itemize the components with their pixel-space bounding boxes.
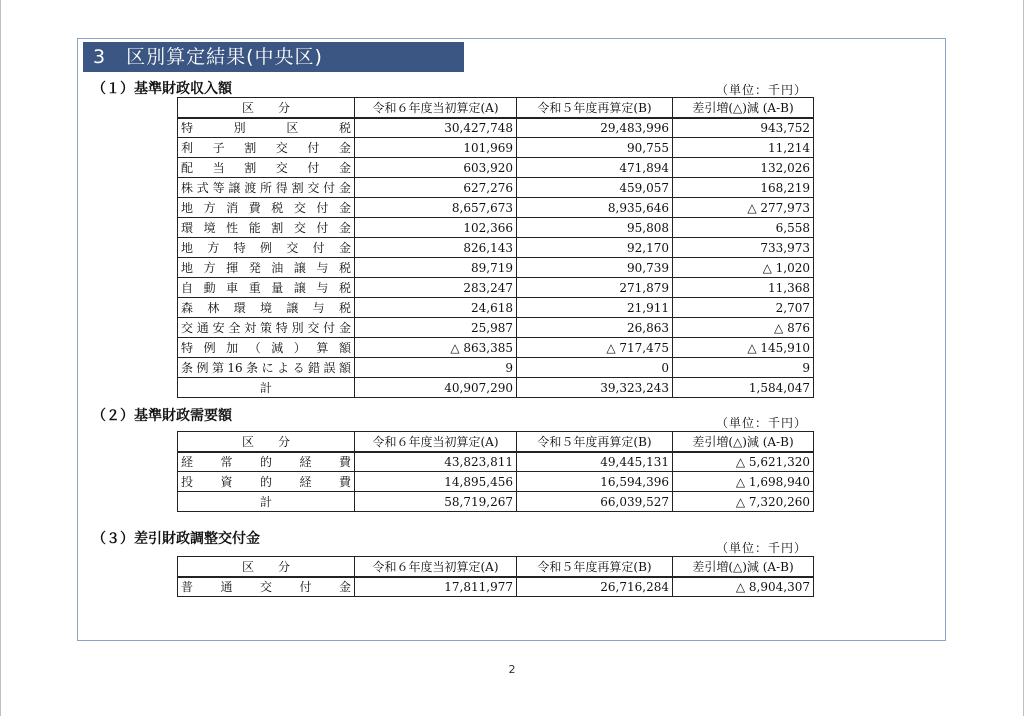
- table-row: [178, 452, 814, 472]
- row-label: 条例第16条による錯誤額: [178, 358, 355, 378]
- row-label: 地方揮発油譲与税: [178, 258, 355, 278]
- row-label: 普通交付金: [178, 577, 355, 597]
- prior-year-value: 0: [517, 358, 673, 378]
- table-row: [178, 218, 814, 238]
- prior-year-value: 49,445,131: [517, 452, 673, 472]
- total-current-year-value: 40,907,290: [355, 378, 517, 398]
- total-difference-value: 1,584,047: [673, 378, 814, 398]
- section-heading-grant: （３）差引財政調整交付金: [92, 531, 260, 547]
- table-row: [178, 198, 814, 218]
- current-year-value: 8,657,673: [355, 198, 517, 218]
- page-number: 2: [508, 663, 516, 676]
- row-label: 投資的経費: [178, 472, 355, 492]
- table-row: [178, 577, 814, 597]
- current-year-value: 30,427,748: [355, 118, 517, 138]
- difference-value: △ 1,698,940: [673, 472, 814, 492]
- row-label: 特例加（減）算額: [178, 338, 355, 358]
- table-row: [178, 138, 814, 158]
- column-header: 令和６年度当初算定(A): [355, 557, 517, 577]
- column-header: 差引増(△)減 (A-B): [673, 98, 814, 118]
- table-row: [178, 278, 814, 298]
- current-year-value: 17,811,977: [355, 577, 517, 597]
- table-row: [178, 338, 814, 358]
- difference-value: 11,214: [673, 138, 814, 158]
- page-title: 3 区別算定結果(中央区): [83, 42, 464, 72]
- column-header: 令和６年度当初算定(A): [355, 98, 517, 118]
- demand-table: [177, 431, 814, 512]
- total-label: 計: [178, 378, 355, 398]
- column-header: 差引増(△)減 (A-B): [673, 557, 814, 577]
- table-row: [178, 178, 814, 198]
- total-prior-year-value: 39,323,243: [517, 378, 673, 398]
- current-year-value: 25,987: [355, 318, 517, 338]
- row-label: 地方特例交付金: [178, 238, 355, 258]
- prior-year-value: 90,739: [517, 258, 673, 278]
- prior-year-value: 29,483,996: [517, 118, 673, 138]
- current-year-value: 283,247: [355, 278, 517, 298]
- difference-value: △ 876: [673, 318, 814, 338]
- table-row: [178, 158, 814, 178]
- difference-value: 2,707: [673, 298, 814, 318]
- row-label: 環境性能割交付金: [178, 218, 355, 238]
- total-row: [178, 492, 814, 512]
- table-row: [178, 472, 814, 492]
- total-difference-value: △ 7,320,260: [673, 492, 814, 512]
- difference-value: △ 277,973: [673, 198, 814, 218]
- prior-year-value: 8,935,646: [517, 198, 673, 218]
- prior-year-value: 26,863: [517, 318, 673, 338]
- current-year-value: 24,618: [355, 298, 517, 318]
- difference-value: 9: [673, 358, 814, 378]
- prior-year-value: 92,170: [517, 238, 673, 258]
- table-row: [178, 358, 814, 378]
- difference-value: △ 8,904,307: [673, 577, 814, 597]
- current-year-value: 603,920: [355, 158, 517, 178]
- current-year-value: 627,276: [355, 178, 517, 198]
- prior-year-value: 459,057: [517, 178, 673, 198]
- total-label: 計: [178, 492, 355, 512]
- unit-label: （単位：千円）: [716, 416, 808, 430]
- table-row: [178, 298, 814, 318]
- table-header-row: [178, 432, 814, 452]
- current-year-value: 14,895,456: [355, 472, 517, 492]
- row-label: 特別区税: [178, 118, 355, 138]
- difference-value: △ 5,621,320: [673, 452, 814, 472]
- difference-value: △ 1,020: [673, 258, 814, 278]
- row-label: 利子割交付金: [178, 138, 355, 158]
- table-row: [178, 238, 814, 258]
- prior-year-value: 16,594,396: [517, 472, 673, 492]
- current-year-value: 89,719: [355, 258, 517, 278]
- unit-label: （単位：千円）: [716, 541, 808, 555]
- current-year-value: 826,143: [355, 238, 517, 258]
- column-header: 差引増(△)減 (A-B): [673, 432, 814, 452]
- column-header: 区 分: [178, 557, 355, 577]
- table-row: [178, 318, 814, 338]
- difference-value: △ 145,910: [673, 338, 814, 358]
- column-header: 令和５年度再算定(B): [517, 432, 673, 452]
- column-header: 区 分: [178, 98, 355, 118]
- section-heading-revenue: （１）基準財政収入額: [92, 81, 232, 97]
- grant-table: [177, 556, 814, 597]
- table-header-row: [178, 98, 814, 118]
- page-left-edge: [0, 0, 1, 716]
- difference-value: 733,973: [673, 238, 814, 258]
- row-label: 交通安全対策特別交付金: [178, 318, 355, 338]
- difference-value: 6,558: [673, 218, 814, 238]
- table-row: [178, 258, 814, 278]
- unit-label: （単位：千円）: [716, 83, 808, 97]
- difference-value: 943,752: [673, 118, 814, 138]
- current-year-value: 9: [355, 358, 517, 378]
- table-row: [178, 118, 814, 138]
- current-year-value: 102,366: [355, 218, 517, 238]
- difference-value: 11,368: [673, 278, 814, 298]
- prior-year-value: 21,911: [517, 298, 673, 318]
- section-heading-demand: （２）基準財政需要額: [92, 408, 232, 424]
- prior-year-value: 26,716,284: [517, 577, 673, 597]
- total-prior-year-value: 66,039,527: [517, 492, 673, 512]
- column-header: 令和６年度当初算定(A): [355, 432, 517, 452]
- column-header: 令和５年度再算定(B): [517, 557, 673, 577]
- difference-value: 132,026: [673, 158, 814, 178]
- prior-year-value: 90,755: [517, 138, 673, 158]
- row-label: 配当割交付金: [178, 158, 355, 178]
- current-year-value: 43,823,811: [355, 452, 517, 472]
- table-header-row: [178, 557, 814, 577]
- current-year-value: 101,969: [355, 138, 517, 158]
- prior-year-value: △ 717,475: [517, 338, 673, 358]
- total-row: [178, 378, 814, 398]
- row-label: 経常的経費: [178, 452, 355, 472]
- revenue-table: [177, 97, 814, 398]
- prior-year-value: 471,894: [517, 158, 673, 178]
- row-label: 地方消費税交付金: [178, 198, 355, 218]
- prior-year-value: 95,808: [517, 218, 673, 238]
- total-current-year-value: 58,719,267: [355, 492, 517, 512]
- current-year-value: △ 863,385: [355, 338, 517, 358]
- row-label: 株式等譲渡所得割交付金: [178, 178, 355, 198]
- prior-year-value: 271,879: [517, 278, 673, 298]
- difference-value: 168,219: [673, 178, 814, 198]
- row-label: 自動車重量譲与税: [178, 278, 355, 298]
- row-label: 森林環境譲与税: [178, 298, 355, 318]
- column-header: 区 分: [178, 432, 355, 452]
- column-header: 令和５年度再算定(B): [517, 98, 673, 118]
